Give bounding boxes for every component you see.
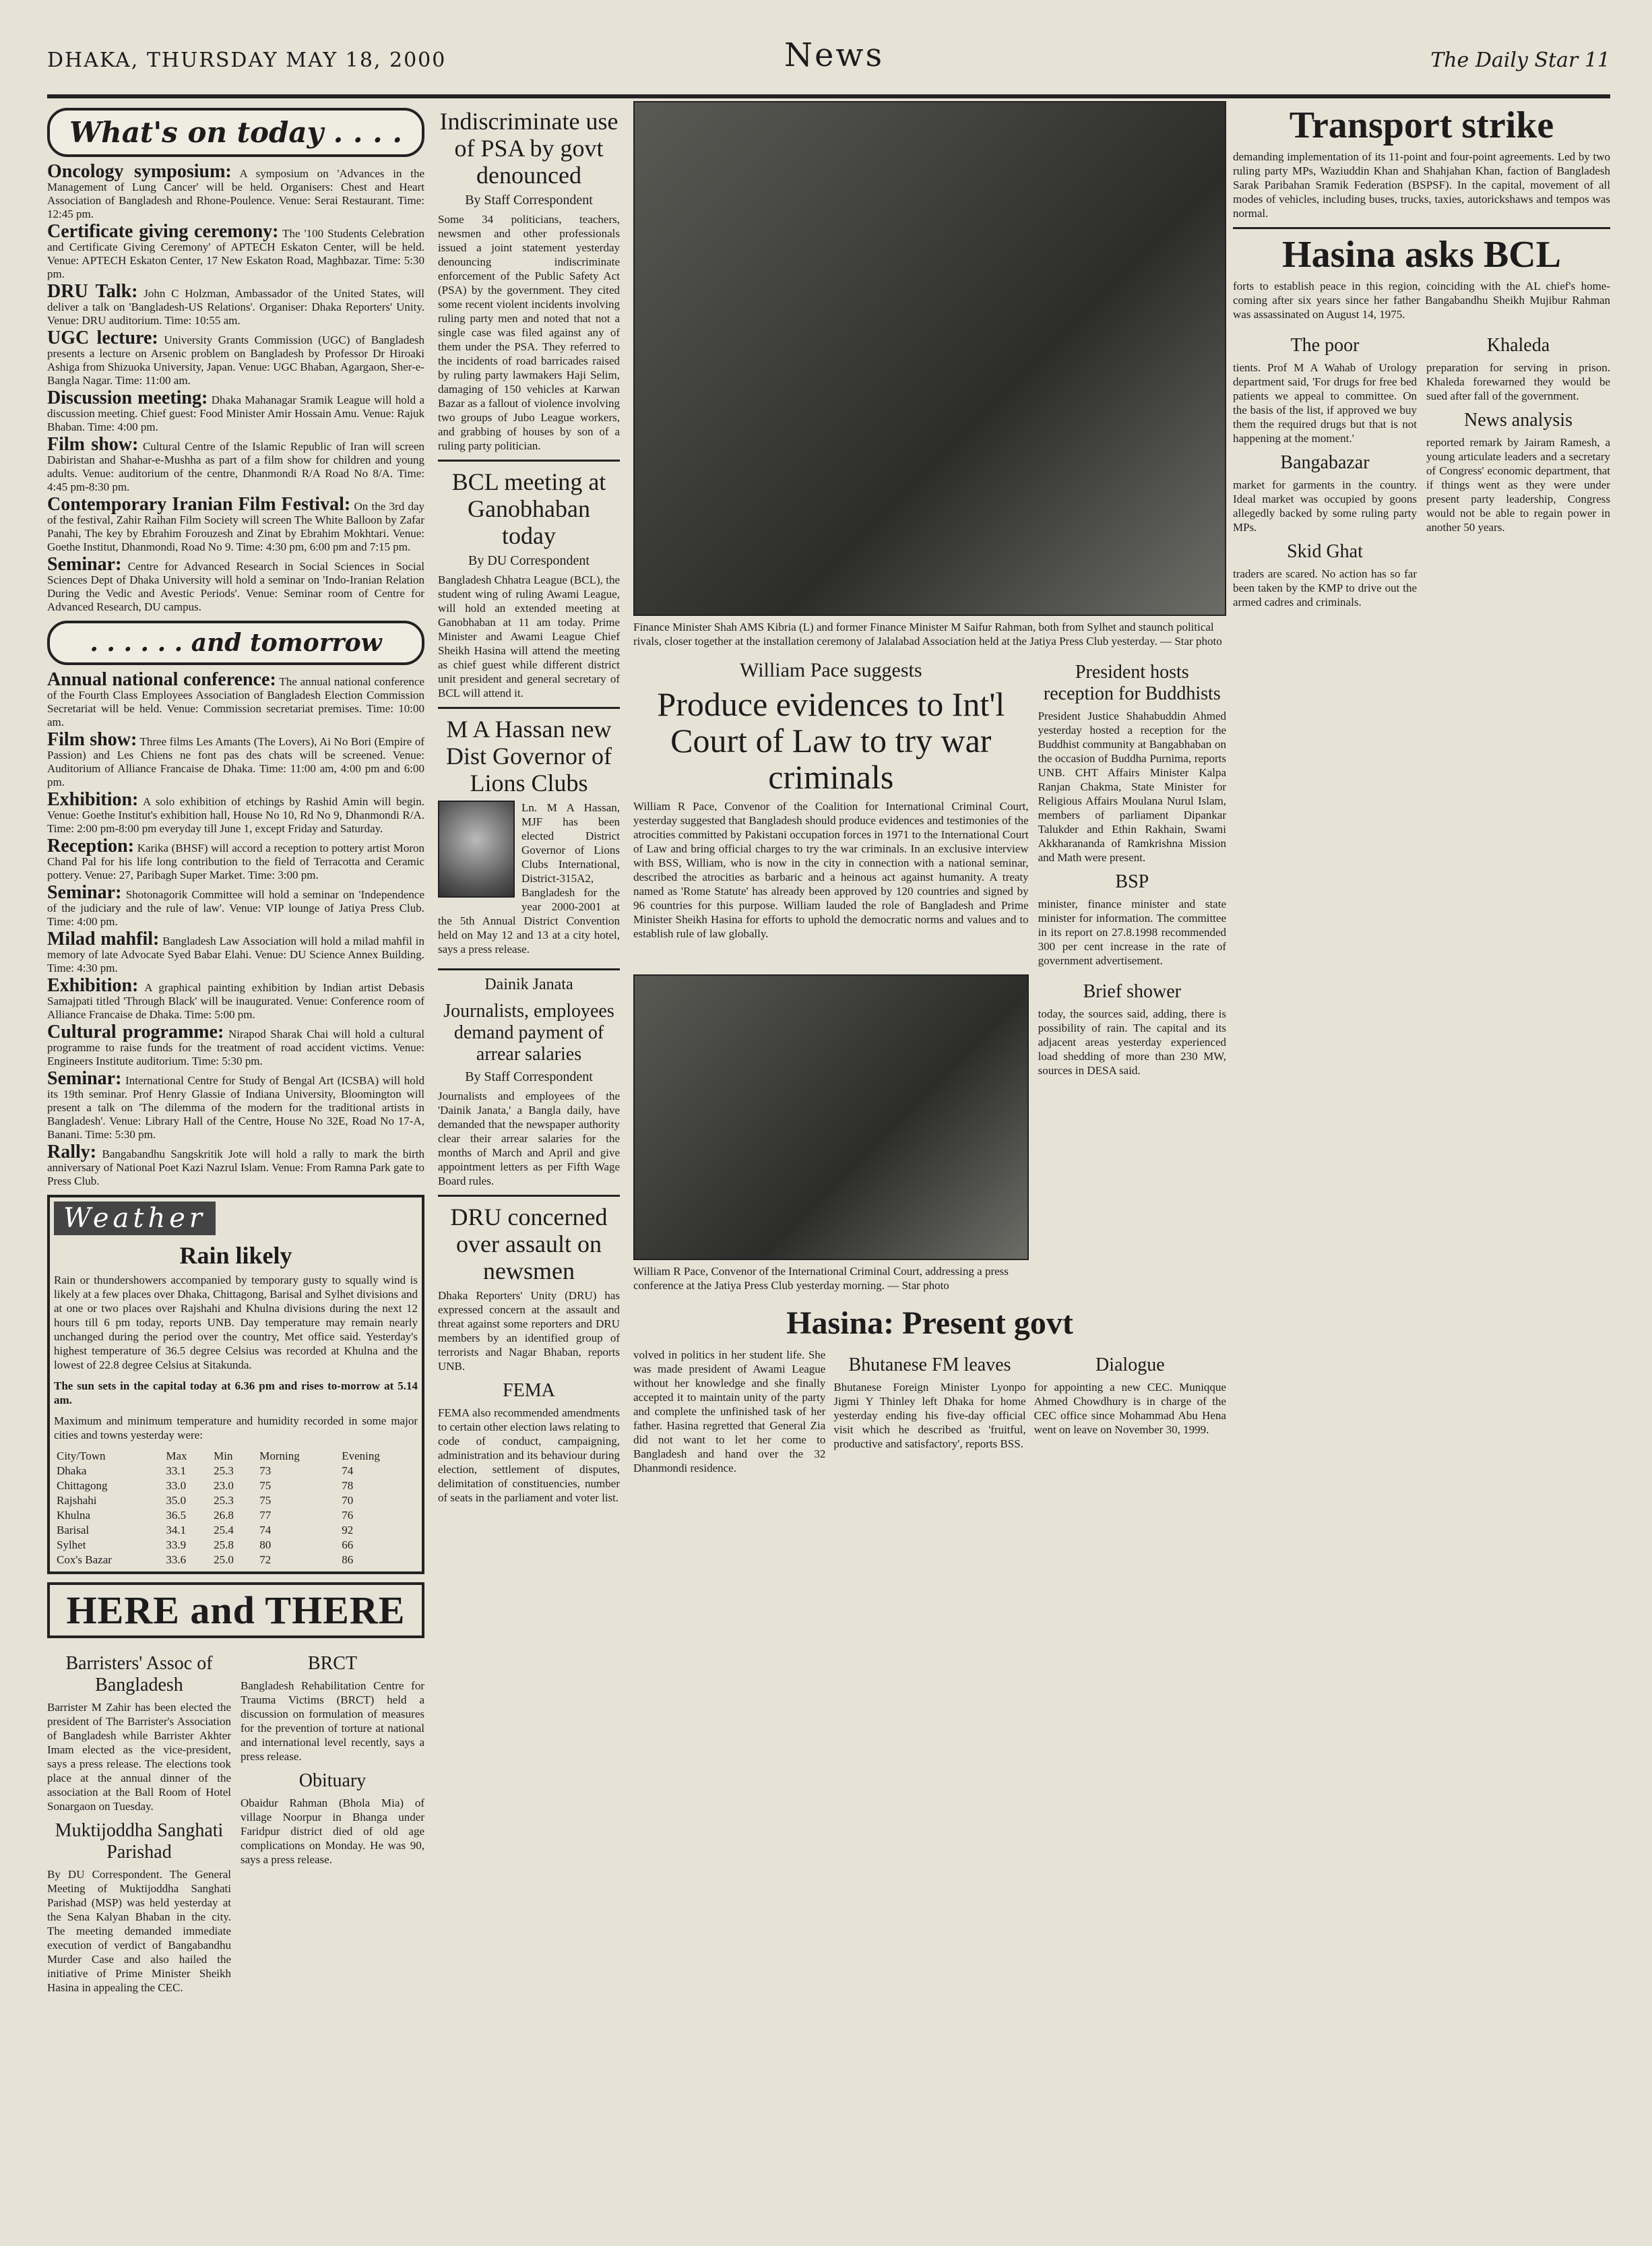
- event-listing: [47, 161, 425, 221]
- pace-headline: Produce evidences to Int'l Court of Law to try war criminals: [657, 685, 1005, 796]
- weather-cell: 75: [259, 1479, 272, 1492]
- pace-press-photo: [633, 974, 1029, 1260]
- photo2-caption: William R Pace, Convenor of the International Criminal Court, addressing a press conference at the Jatiya Press Club yesterday morning. — Star photo: [633, 1265, 1009, 1292]
- event-text: International Centre for Study of Bengal Art (ICSBA) will hold its 19th seminar. Prof Henry Glassie of Indiana University, Bloomington will present a talk on 'The dilemma of the modern for the traditional artists in Bangladesh'. Venue: Library Hall of the Centre, House No 32E, Road No 17-A, Banani. Time: 5:30 pm.: [47, 1074, 425, 1141]
- weather-row: [54, 1478, 418, 1493]
- weather-cell: 33.6: [166, 1553, 187, 1566]
- event-title: Seminar:: [47, 1068, 122, 1089]
- event-title: Oncology symposium:: [47, 161, 232, 182]
- divider: [1233, 227, 1610, 229]
- pace-kicker: William Pace suggests: [740, 659, 922, 681]
- hasina-govt-body: volved in politics in her student life. She was made president of Awami League without her knowledge and she finally accepted it to maintain unity of the party and complete the unfinished task of her father. Hasina regretted that General Zia did not want to let her come to Bangladesh and hand over the 32 Dhanmondi residence.: [633, 1348, 826, 1474]
- column-four: [1233, 101, 1610, 616]
- hassan-portrait-photo: [438, 801, 515, 898]
- here-and-there-body: [47, 1646, 424, 2001]
- transport-strike-headline: Transport strike: [1289, 104, 1554, 146]
- ht-text-0: Barrister M Zahir has been elected the president of The Barrister's Association of Bangladesh while Barrister Akhter Imam elected as the vice-president, says a press release. The elections took place at the annual dinner of the association at the Ball Room of Hotel Sonargaon on Tuesday.: [47, 1701, 231, 1813]
- event-listing: [47, 1068, 425, 1142]
- event-title: Seminar:: [47, 882, 122, 903]
- weather-cell: Cox's Bazar: [57, 1553, 112, 1566]
- fema-body: FEMA also recommended amendments to certain other election laws relating to code of conduct, campaigning, administration and its behaviour during election, settlement of disputes, delimitation of constituencies, number of seats in the parliament and voter list.: [438, 1406, 621, 1504]
- weather-row: [54, 1508, 418, 1523]
- event-listing: [47, 327, 425, 387]
- event-listing: [47, 789, 425, 836]
- weather-col-header: Evening: [342, 1449, 380, 1462]
- event-text: The '100 Students Celebration and Certificate Giving Ceremony' of APTECH Eskaton Center, will be held. Venue: APTECH Eskaton Center, 17 New Eskaton Road, Maghbazar. Time: 5:30 pm.: [47, 227, 424, 280]
- hasina-bcl-body: forts to establish peace in this region, coinciding with the AL chief's home-coming after six years since her father Bangabandhu Sheikh Mujibur Rahman was assassinated on August 14, 1975.: [1233, 280, 1610, 321]
- weather-cell: 86: [342, 1553, 354, 1566]
- janata-kicker: Dainik Janata: [484, 976, 573, 993]
- event-listing: [47, 882, 425, 929]
- weather-cell: Sylhet: [57, 1538, 86, 1551]
- event-title: Film show:: [47, 434, 139, 455]
- weather-cell: 25.3: [214, 1494, 234, 1507]
- column-whats-on: [47, 101, 424, 2001]
- dru-body: Dhaka Reporters' Unity (DRU) has expressed concern at the assault and threat against some reporters and DRU members by an identified group of terrorists and Nagar Bhaban, reports UNB.: [438, 1289, 620, 1373]
- column-three: [633, 101, 1226, 1482]
- weather-col-header: City/Town: [57, 1449, 106, 1462]
- weather-cell: 73: [259, 1464, 272, 1477]
- bottom-stories: [633, 1348, 1226, 1482]
- weather-row: [54, 1553, 418, 1567]
- weather-cell: 78: [342, 1479, 354, 1492]
- event-listing: [47, 221, 424, 281]
- fema-headline: FEMA: [503, 1380, 555, 1401]
- ht-head-3: Obituary: [298, 1770, 367, 1791]
- event-text: A symposium on 'Advances in the Management of Lung Cancer' will be held. Organisers: Chest and Heart Association of Bangladesh and Rhone-Poulence. Venue: Serai Restaurant. Time: 12:45 pm.: [47, 167, 425, 220]
- weather-table: [54, 1449, 418, 1567]
- janata-byline: By Staff Correspondent: [465, 1069, 593, 1084]
- event-title: Film show:: [47, 729, 137, 750]
- bsp-headline: BSP: [1115, 871, 1149, 892]
- weather-cell: Rajshahi: [57, 1494, 97, 1507]
- brief-shower-body: today, the sources said, adding, there is possibility of rain. The capital and its adjacent areas yesterday experienced load shedding of more than 230 MW, sources in DESA said.: [1038, 1007, 1226, 1077]
- weather-cell: 80: [259, 1538, 272, 1551]
- event-listing: [47, 1022, 424, 1068]
- weather-table-header: [54, 1449, 418, 1464]
- psa-body: Some 34 politicians, teachers, newsmen and other professionals issued a joint statement yesterday denouncing indiscriminate enforcement of the Public Safety Act (PSA) by the government. They cited some recent violent incidents involving ruling party men and noted that not a single case was filed against any of them under the PSA. They referred to the incidents of road barricades raised by ruling party lawmakers Haji Selim, damaging of 150 vehicles at Karwan Bazar as a fallout of violence involving two groups of Jubo League workers, and grabbing of houses by son of a ruling party politician.: [438, 213, 620, 452]
- bcl-headline: BCL meeting at Ganobhaban today: [451, 468, 606, 549]
- weather-table-body: [54, 1464, 418, 1567]
- weather-cell: 74: [259, 1524, 272, 1536]
- kibria-saifur-photo: [633, 101, 1226, 616]
- bhutan-headline: Bhutanese FM leaves: [848, 1354, 1011, 1375]
- bcl-byline: By DU Correspondent: [468, 553, 590, 568]
- weather-cell: 74: [342, 1464, 354, 1477]
- divider: [438, 1195, 620, 1197]
- weather-body: Rain or thundershowers accompanied by temporary gusty to squally wind is likely at a few places over Dhaka, Chittagong, Barisal and Sylhet divisions and at one or two places over Rajshahi and Khulna divisions during the next 12 hours till 6 pm today, reports UNB. Day temperature may remain nearly unchanged during the period over the country, Met office said. Yesterday's highest temperature of 36.5 degree Celsius was recorded at Khulna and the lowest of 22.8 degree Celsius at Sitakunda.: [54, 1274, 418, 1371]
- event-text: A solo exhibition of etchings by Rashid Amin will begin. Venue: Goethe Institut's exhibition hall, House No 10, Rd No 9, Dhanmondi R/A. Time: 2:00 pm-8:00 pm everyday till June 1, except Friday and Saturday.: [47, 795, 425, 835]
- psa-byline: By Staff Correspondent: [465, 193, 593, 208]
- weather-cell: 72: [259, 1553, 272, 1566]
- weather-cell: 33.9: [166, 1538, 187, 1551]
- weather-col-header: Min: [214, 1449, 233, 1462]
- bangabazar-headline: Bangabazar: [1280, 452, 1370, 473]
- skid-ghat-body: traders are scared. No action has so far been taken by the KMP to drive out the armed cadres and criminals.: [1233, 567, 1417, 609]
- event-title: UGC lecture:: [47, 327, 158, 348]
- weather-cell: 92: [342, 1524, 354, 1536]
- event-listing: [47, 669, 424, 729]
- buddhist-headline: President hosts reception for Buddhists: [1043, 662, 1221, 704]
- event-text: Bangladesh Law Association will hold a milad mahfil in memory of late Advocate Syed Babar Elahi. Venue: DU Science Annex Building. Time: 4:30 pm.: [47, 935, 424, 974]
- divider: [438, 707, 620, 709]
- weather-cell: 66: [342, 1538, 354, 1551]
- event-text: Bangabandhu Sangskritik Jote will hold a rally to mark the birth anniversary of National Poet Kazi Nazrul Islam. Venue: From Ramna Park gate to Press Club.: [47, 1148, 425, 1187]
- weather-cell: 35.0: [166, 1494, 187, 1507]
- lower-row: [633, 974, 1226, 1299]
- weather-row: [54, 1493, 418, 1508]
- weather-cell: 33.0: [166, 1479, 187, 1492]
- weather-row: [54, 1538, 418, 1553]
- event-listing: [47, 387, 424, 434]
- event-text: Shotonagorik Committee will hold a seminar on 'Independence of the judiciary and the rule of law'. Venue: VIP lounge of Jatiya Press Club. Time: 4:00 pm.: [47, 888, 425, 928]
- weather-cell: 26.8: [214, 1509, 234, 1522]
- weather-cell: 33.1: [166, 1464, 187, 1477]
- weather-cell: 70: [342, 1494, 354, 1507]
- event-listing: [47, 554, 424, 614]
- weather-cell: Barisal: [57, 1524, 90, 1536]
- divider: [438, 460, 620, 462]
- event-title: Discussion meeting:: [47, 387, 208, 408]
- weather-cell: 23.0: [214, 1479, 234, 1492]
- event-text: University Grants Commission (UGC) of Bangladesh presents a lecture on Arsenic problem on Bangladesh by Professor Dr Hiroaki Ashiga from Shizuoka University, Japan. Venue: UGC Bhaban, Agargaon, Sher-e-Bangla Nagar. Time: 11:00 am.: [47, 334, 425, 387]
- event-text: John C Holzman, Ambassador of the United States, will deliver a talk on 'Bangladesh-US Relations'. Organiser: Dhaka Reporters' Unity. Venue: DRU auditorium. Time: 10:55 am.: [47, 287, 425, 327]
- event-text: Three films Les Amants (The Lovers), Ai No Bori (Empire of Passion) and Les Chiens ne font pas des chats will be screened. Venue: Auditorium of Alliance Francaise de Dhaka. Time: 11:00 am, 4:00 pm and 6:00 pm.: [47, 735, 424, 788]
- weather-cell: 76: [342, 1509, 354, 1522]
- weather-cell: Khulna: [57, 1509, 91, 1522]
- janata-headline: Journalists, employees demand payment of arrear salaries: [443, 1001, 614, 1065]
- event-title: Certificate giving ceremony:: [47, 221, 279, 242]
- event-text: On the 3rd day of the festival, Zahir Raihan Film Society will screen The White Balloon by Zafar Panahi, The key by Ebrahim Forouzesh and Zinat by Ebrahim Mokhtari. Venue: Goethe Institut, Dhanmondi, Road No 9. Time: 4:30 pm, 6:00 pm and 7:15 pm.: [47, 500, 424, 553]
- event-title: Contemporary Iranian Film Festival:: [47, 494, 351, 515]
- event-listing: [47, 929, 424, 975]
- event-listing: [47, 494, 424, 554]
- divider: [438, 968, 620, 970]
- event-listing: [47, 434, 425, 494]
- weather-cell: Chittagong: [57, 1479, 108, 1492]
- hasina-bcl-headline: Hasina asks BCL: [1282, 234, 1561, 276]
- weather-cell: 34.1: [166, 1524, 187, 1536]
- ht-text-2: Bangladesh Rehabilitation Centre for Trauma Victims (BRCT) held a discussion on formulation of measures for the prevention of torture at national and international level recently, says a press release.: [241, 1679, 424, 1763]
- event-title: Annual national conference:: [47, 669, 276, 690]
- event-title: Milad mahfil:: [47, 929, 160, 949]
- event-listing: [47, 281, 425, 327]
- poor-body: tients. Prof M A Wahab of Urology department said, 'For drugs for free bed patients we appeal to committee. On the basis of the list, if approved we buy them the required drugs but that is not happening at the moment.': [1233, 361, 1417, 445]
- event-text: The annual national conference of the Fourth Class Employees Association of Bangladesh Election Commission Secretariat will be held. Venue: Commission secretariat premises. Time: 10:00 am.: [47, 675, 424, 728]
- bangabazar-body: market for garments in the country. Ideal market was occupied by goons allegedly backed by some ruling party MPs.: [1233, 478, 1417, 534]
- lions-body: Ln. M A Hassan, MJF has been elected District Governor of Lions Clubs International, District-315A2, Bangladesh for the year 2000-2001 at the 5th Annual District Convention held on May 12 and 13 at a city hotel, says a press release.: [438, 801, 620, 956]
- photo1-caption: Finance Minister Shah AMS Kibria (L) and former Finance Minister M Saifur Rahman, both from Sylhet and staunch political rivals, closer together at the installation ceremony of Jalalabad Association held at the Jatiya Press Club yesterday. — Star photo: [633, 621, 1222, 648]
- weather-cell: 75: [259, 1494, 272, 1507]
- event-title: Cultural programme:: [47, 1022, 224, 1042]
- event-title: Rally:: [47, 1142, 97, 1162]
- weather-sun: The sun sets in the capital today at 6.36 pm and rises to-morrow at 5.14 am.: [54, 1379, 418, 1406]
- weather-cell: 25.3: [214, 1464, 234, 1477]
- col4-subcolumns: [1233, 328, 1610, 616]
- middle-stories: [633, 655, 1226, 974]
- news-analysis-body: reported remark by Jairam Ramesh, a young articulate leaders and a secretary of Congress' economic department, that if things went as they were under present party leadership, Congress would not be able to regain power in another 50 years.: [1426, 436, 1610, 534]
- weather-box: [47, 1195, 424, 1574]
- section-title: News: [775, 36, 893, 74]
- pace-body: William R Pace, Convenor of the Coalition for International Criminal Court, yesterday suggested that Bangladesh should produce evidences and testimonies of the atrocities committed by Pakistani occupation forces in 1971 to the International Court of Law and bring official charges to try the war criminals. In an exclusive interview with BSS, William, who is now in the city in connection with a national seminar, described the atrocities as barbaric and a heinous act against humanity. A treaty named as 'Rome Statute' has already been approved by 120 countries and signed by 96 countries for this purpose. William lauded the role of Bangladesh and Prime Minister Sheikh Hasina for efforts to uphold the democratic norms and values and to establish rule of law globally.: [633, 800, 1029, 940]
- weather-col-header: Morning: [259, 1449, 300, 1462]
- dialogue-body: for appointing a new CEC. Muniqque Ahmed Chowdhury is in charge of the CEC office since Mohammad Abu Hena went on leave on November 30, 1999.: [1034, 1381, 1226, 1436]
- khaleda-body: preparation for serving in prison. Khaleda forewarned they would be sued after fall of the government.: [1426, 361, 1610, 402]
- ht-text-1: By DU Correspondent. The General Meeting of Muktijoddha Sanghati Parishad (MSP) was held yesterday at the Sena Kalyan Bhaban in the city. The meeting demanded immediate execution of verdict of Bangabandhu Murder Case and also hailed the initiative of Prime Minister Sheikh Hasina in appealing the CEC.: [47, 1868, 231, 1994]
- weather-row: [54, 1464, 418, 1478]
- event-listing: [47, 1142, 425, 1188]
- skid-ghat-headline: Skid Ghat: [1287, 541, 1363, 562]
- event-title: Exhibition:: [47, 789, 139, 810]
- paper-name: The Daily Star 11: [1430, 49, 1610, 72]
- weather-cell: Dhaka: [57, 1464, 87, 1477]
- weather-col-header: Max: [166, 1449, 187, 1462]
- weather-cell: 25.8: [214, 1538, 234, 1551]
- brief-shower-headline: Brief shower: [1083, 981, 1182, 1002]
- dateline: DHAKA, THURSDAY MAY 18, 2000: [47, 49, 447, 72]
- weather-cell: 25.0: [214, 1553, 234, 1566]
- event-title: Seminar:: [47, 554, 122, 575]
- poor-headline: The poor: [1290, 335, 1360, 356]
- weather-cell: 36.5: [166, 1509, 187, 1522]
- bcl-body: Bangladesh Chhatra League (BCL), the student wing of ruling Awami League, will hold an extended meeting at Ganobhaban at 11 am today. Prime Minister and Awami League Chief Sheikh Hasina will attend the meeting as chief guest while different district unit president and general secretary of BCL will attend it.: [438, 573, 620, 699]
- tomorrow-list: [47, 669, 425, 1188]
- masthead: [47, 36, 1610, 98]
- ht-head-1: Muktijoddha Sanghati Parishad: [55, 1820, 224, 1863]
- event-title: Reception:: [47, 836, 135, 856]
- bsp-body: minister, finance minister and state minister for information. The committee in its report on 27.8.1998 recommended 300 per cent increase in the rate of government advertisement.: [1038, 898, 1226, 967]
- event-listing: [47, 975, 425, 1022]
- tomorrow-banner: . . . . . . and tomorrow: [47, 621, 424, 665]
- news-analysis-headline: News analysis: [1464, 410, 1572, 431]
- ht-head-0: Barristers' Assoc of Bangladesh: [65, 1653, 213, 1695]
- janata-body: Journalists and employees of the 'Dainik Janata,' a Bangla daily, have demanded that the newspaper authority clear their arrear salaries for the months of March and April and give appointment letters as per Fifth Wage Board rules.: [438, 1090, 620, 1187]
- event-text: Karika (BHSF) will accord a reception to pottery artist Moron Chand Pal for his life long contribution to the field of Terracotta and Ceramic pottery. Venue: 27, Paribagh Super Market. Time: 3:00 pm.: [47, 842, 425, 881]
- weather-title: Weather: [54, 1202, 216, 1235]
- event-title: Exhibition:: [47, 975, 139, 996]
- event-listing: [47, 729, 424, 789]
- weather-cell: 25.4: [214, 1524, 234, 1536]
- whats-on-banner: What's on today . . . .: [47, 108, 424, 157]
- event-title: DRU Talk:: [47, 281, 138, 302]
- buddhist-body: President Justice Shahabuddin Ahmed yesterday hosted a reception for the Buddhist community at Bangabhaban on the occasion of Buddha Purnima, reports UNB. CHT Affairs Minister Kalpa Ranjan Chakma, State Minister for Religious Affairs Moulana Nurul Islam, members of parliament Dipankar Talukder and Ethin Rakhain, Swami Akkharananda of Ramkrishna Mission and Math were present.: [1038, 710, 1226, 864]
- lions-headline: M A Hassan new Dist Governor of Lions Clubs: [446, 716, 612, 797]
- event-text: A graphical painting exhibition by Indian artist Debasis Samajpati titled 'Through Black' will be inaugurated. Venue: Conference room of Alliance Francaise de Dhaka. Time: 5:00 pm.: [47, 981, 425, 1021]
- dru-headline: DRU concerned over assault on newsmen: [450, 1204, 608, 1284]
- here-and-there-title: HERE and THERE: [47, 1582, 424, 1638]
- ht-head-2: BRCT: [307, 1653, 358, 1674]
- bhutan-body: Bhutanese Foreign Minister Lyonpo Jigmi Y Thinley left Dhaka for home yesterday ending his five-day official visit which he described as 'fruitful, productive and satisfactory', reports BSS.: [833, 1381, 1026, 1450]
- event-listing: [47, 836, 425, 882]
- event-text: Cultural Centre of the Islamic Republic of Iran will screen Dabiristan and Shahar-e-Mushha as part of a film show for children and young adults. Venue: auditorium of the centre, Dhanmondi R/A Road No 8/A. Time: 4:45 pm-8:30 pm.: [47, 440, 425, 493]
- psa-headline: Indiscriminate use of PSA by govt denounced: [439, 108, 618, 189]
- weather-table-intro: Maximum and minimum temperature and humidity recorded in some major cities and towns yesterday were:: [54, 1414, 418, 1441]
- khaleda-headline: Khaleda: [1486, 335, 1550, 356]
- column-two: [438, 101, 620, 1511]
- dialogue-headline: Dialogue: [1095, 1354, 1165, 1375]
- transport-strike-body: demanding implementation of its 11-point and four-point agreements. Led by two ruling party MPs, Waziuddin Khan and Shahjahan Khan, faction of Bangladesh Sarak Paribahan Sramik Federation (BSPSF). In the capital, movement of all modes of vehicles, including buses, trucks, taxies, autorickshaws and tempos was normal.: [1233, 150, 1610, 220]
- weather-row: [54, 1523, 418, 1538]
- hasina-govt-headline: Hasina: Present govt: [786, 1305, 1073, 1341]
- event-text: Dhaka Mahanagar Sramik League will hold a discussion meeting. Chief guest: Food Minister Amir Hossain Amu. Venue: Rajuk Bhaban. Time: 4:00 pm.: [47, 394, 424, 433]
- weather-cell: 77: [259, 1509, 272, 1522]
- event-text: Centre for Advanced Research in Social Sciences in Social Sciences Dept of Dhaka University will hold a seminar on 'Indo-Iranian Relation During the Vedic and Avestic Periods'. Venue: Seminar room of Centre for Advanced Research, DU campus.: [47, 560, 424, 613]
- weather-headline: Rain likely: [179, 1242, 292, 1269]
- event-text: Nirapod Sharak Chai will hold a cultural programme to raise funds for the treatment of road accident victims. Venue: Engineers Institute auditorium. Time: 5:30 pm.: [47, 1028, 424, 1067]
- ht-text-3: Obaidur Rahman (Bhola Mia) of village Noorpur in Bhanga under Faridpur district died of old age complications on Monday. He was 90, says a press release.: [241, 1797, 424, 1866]
- whats-on-list: [47, 161, 425, 614]
